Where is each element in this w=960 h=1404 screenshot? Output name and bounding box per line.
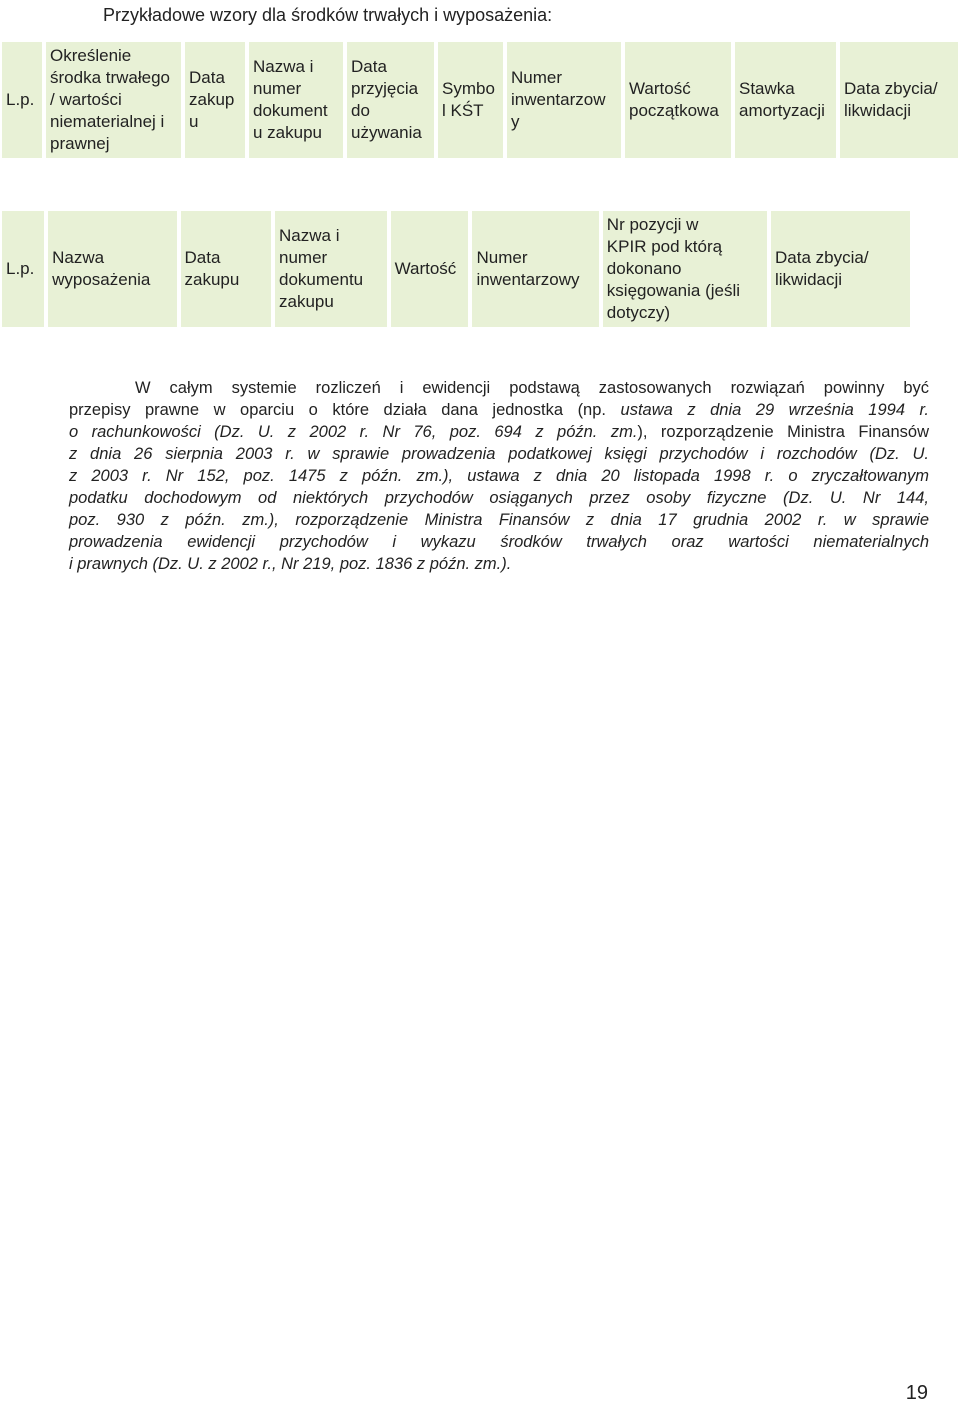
col-asset-description: Określenie środka trwałego / wartości niematerialnej i prawnej [46,42,181,158]
col-purchase-date: Data zakup u [185,42,245,158]
paragraph-line: z dnia 26 sierpnia 2003 r. w sprawie prowadzenia podatkowej księgi przychodów i rozchodów (Dz. U. [69,445,929,463]
paragraph-line: i prawnych (Dz. U. z 2002 r., Nr 219, poz. 1836 z późn. zm.). [69,555,512,573]
equipment-table [0,211,914,327]
paragraph-line: z 2003 r. Nr 152, poz. 1475 z późn. zm.), ustawa z dnia 20 listopada 1998 r. o zryczałtowanym [69,467,929,485]
col-depreciation-rate: Stawka amortyzacji [735,42,836,158]
col-acceptance-date: Data przyjęcia do używania [347,42,434,158]
col-initial-value: Wartość początkowa [625,42,731,158]
fixed-assets-table [0,42,960,158]
col-kpir-position: Nr pozycji w KPIR pod którą dokonano księgowania (jeśli dotyczy) [603,211,767,327]
paragraph-line: podatku dochodowym od niektórych przychodów osiąganych przez osoby fizyczne (Dz. U. Nr 144, [69,489,929,507]
fixed-assets-header-row [2,42,958,158]
paragraph-line: przepisy prawne w oparciu o które działa dana jednostka (np. ustawa z dnia 29 września 1994 r. [69,401,930,419]
col-inventory-number: Numer inwentarzow y [507,42,621,158]
paragraph-line: prowadzenia ewidencji przychodów i wykazu środków trwałych oraz wartości niematerialnych [69,533,929,551]
page-number: 19 [905,1382,928,1404]
legal-basis-paragraph [69,377,929,575]
col-purchase-date: Data zakupu [181,211,272,327]
paragraph-line: W całym systemie rozliczeń i ewidencji podstawą zastosowanych rozwiązań powinny być [135,379,929,397]
col-equipment-name: Nazwa wyposażenia [48,211,176,327]
col-lp: L.p. [2,42,42,158]
col-purchase-document: Nazwa i numer dokumentu zakupu [275,211,387,327]
paragraph-line: o rachunkowości (Dz. U. z 2002 r. Nr 76, poz. 694 z późn. zm.), rozporządzenie Ministra Finansów [69,423,929,441]
col-disposal-date: Data zbycia/ likwidacji [840,42,958,158]
col-disposal-date: Data zbycia/ likwidacji [771,211,910,327]
page-heading: Przykładowe wzory dla środków trwałych i wyposażenia: [103,5,553,25]
col-kst-symbol: Symbo l KŚT [438,42,503,158]
equipment-header-row [2,211,910,327]
col-lp: L.p. [2,211,44,327]
paragraph-line: poz. 930 z późn. zm.), rozporządzenie Ministra Finansów z dnia 17 grudnia 2002 r. w sprawie [69,511,929,529]
col-value: Wartość [391,211,469,327]
col-purchase-document: Nazwa i numer dokument u zakupu [249,42,343,158]
col-inventory-number: Numer inwentarzowy [472,211,598,327]
